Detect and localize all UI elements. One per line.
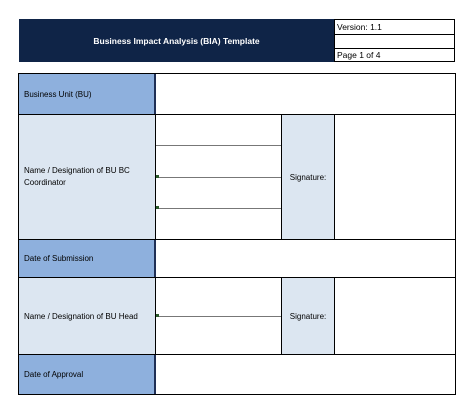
cell-marker: [156, 175, 159, 178]
date-of-submission-field[interactable]: [156, 240, 455, 277]
coordinator-label: Name / Designation of BU BC Coordinator: [19, 115, 156, 239]
cell-marker: [156, 206, 159, 209]
bia-form-table: [18, 73, 456, 395]
document-meta: [334, 19, 455, 62]
signature-label-coordinator: Signature:: [281, 115, 335, 239]
date-of-submission-label: Date of Submission: [19, 240, 156, 277]
coordinator-signature-field[interactable]: [335, 115, 455, 239]
bu-head-label: Name / Designation of BU Head: [19, 278, 156, 354]
field-line: [156, 145, 281, 146]
business-unit-label: Business Unit (BU): [19, 74, 156, 114]
cell-marker: [156, 314, 159, 317]
coordinator-name-field[interactable]: [156, 115, 281, 239]
date-of-approval-label: Date of Approval: [19, 355, 156, 394]
document-title-text: Business Impact Analysis (BIA) Template: [93, 35, 260, 46]
business-unit-field[interactable]: [156, 74, 455, 114]
version-cell: Version: 1.1: [335, 20, 454, 35]
date-of-approval-field[interactable]: [156, 355, 455, 394]
bu-head-name-field[interactable]: [156, 278, 281, 354]
signature-label-bu-head: Signature:: [281, 278, 335, 354]
field-line: [156, 177, 281, 178]
bu-head-signature-field[interactable]: [335, 278, 455, 354]
page-number-cell: Page 1 of 4: [337, 49, 381, 60]
blank-meta-cell: [335, 34, 454, 49]
field-line: [156, 316, 281, 317]
field-line: [156, 208, 281, 209]
document-title: [19, 19, 334, 62]
